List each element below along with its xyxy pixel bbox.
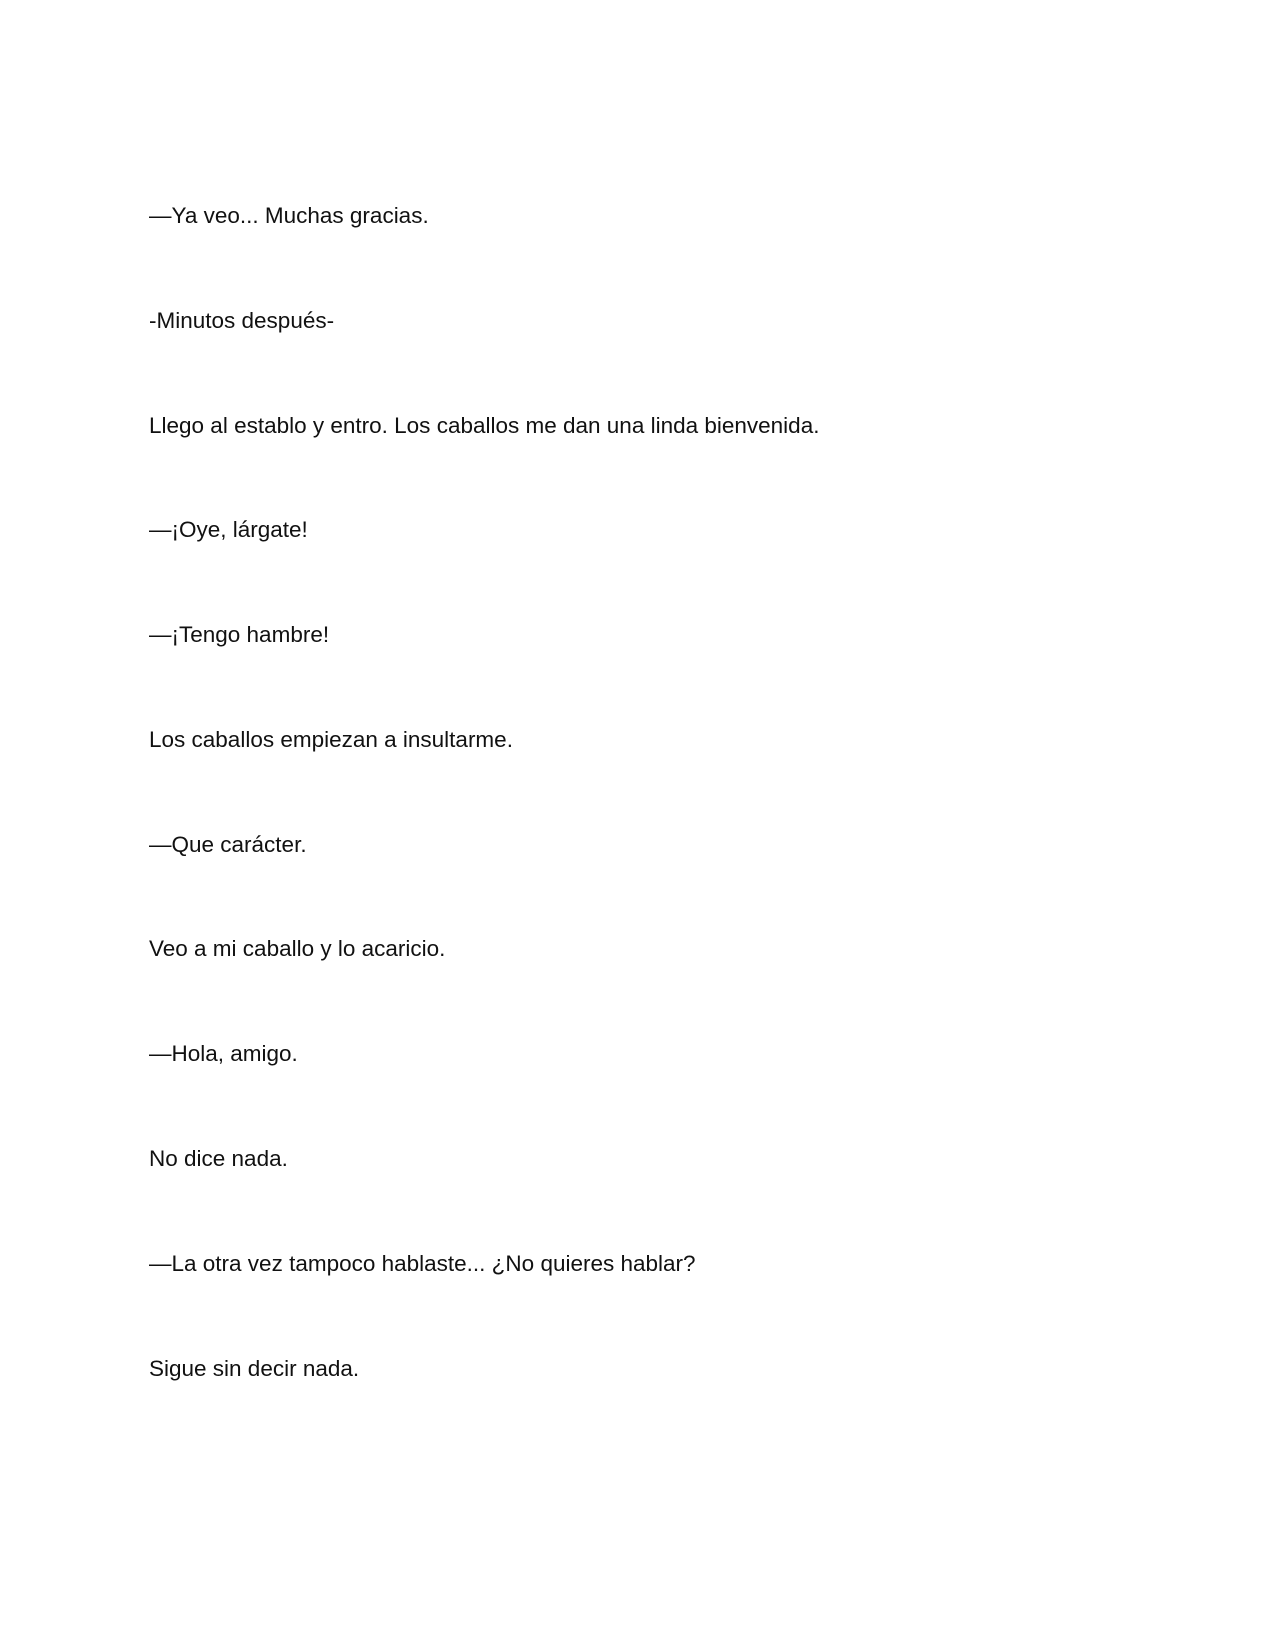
paragraph-6: Los caballos empiezan a insultarme. [149,727,513,752]
paragraph-10: No dice nada. [149,1146,288,1171]
paragraph-7: —Que carácter. [149,832,307,857]
paragraph-5: —¡Tengo hambre! [149,622,330,647]
paragraph-9: —Hola, amigo. [149,1041,298,1066]
paragraph-12: Sigue sin decir nada. [149,1356,360,1381]
paragraph-8: Veo a mi caballo y lo acaricio. [149,936,446,961]
paragraph-1: —Ya veo... Muchas gracias. [149,203,429,228]
paragraph-11: —La otra vez tampoco hablaste... ¿No quieres hablar? [149,1251,696,1276]
paragraph-2: -Minutos después- [149,308,335,333]
paragraph-3: Llego al establo y entro. Los caballos me dan una linda bienvenida. [149,413,820,438]
paragraph-4: —¡Oye, lárgate! [149,517,308,542]
